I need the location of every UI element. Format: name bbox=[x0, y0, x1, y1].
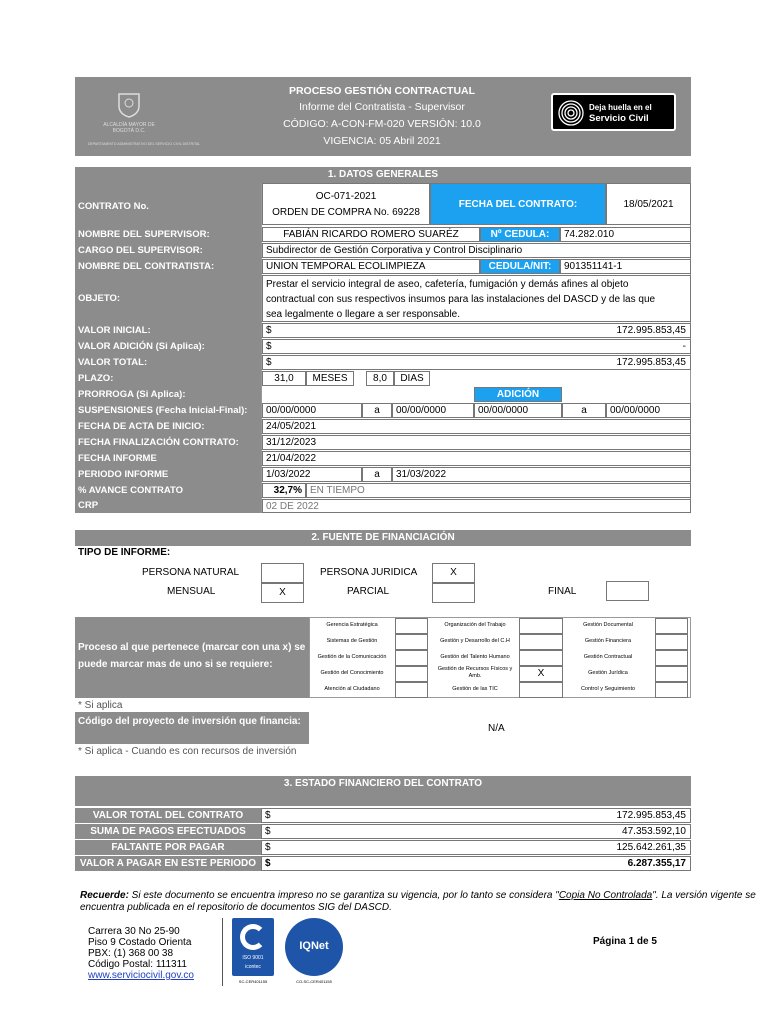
mensual-label: MENSUAL bbox=[167, 586, 216, 597]
fin-row-label: VALOR TOTAL DEL CONTRATO bbox=[75, 808, 261, 823]
supervisor-label: NOMBRE DEL SUPERVISOR: bbox=[78, 229, 210, 240]
proceso-check[interactable] bbox=[519, 618, 563, 634]
avance-status: EN TIEMPO bbox=[306, 483, 691, 498]
susp-2: 00/00/0000 bbox=[392, 403, 474, 418]
contratista-value: UNION TEMPORAL ECOLIMPIEZA bbox=[262, 259, 480, 274]
footer-note-1: Si este documento se encuentra impreso no se garantiza su vigencia, por lo tanto se considera " bbox=[128, 890, 559, 901]
proceso-check[interactable] bbox=[519, 634, 563, 650]
parcial-label: PARCIAL bbox=[347, 586, 390, 597]
section-2-title: 2. FUENTE DE FINANCIACIÓN bbox=[75, 530, 691, 546]
fecha-informe-label: FECHA INFORME bbox=[78, 453, 157, 464]
fecha-contrato-label: FECHA DEL CONTRATO: bbox=[430, 183, 606, 225]
address-line: PBX: (1) 368 00 38 bbox=[88, 948, 174, 959]
periodo-start: 1/03/2022 bbox=[262, 467, 362, 482]
alcaldia-text: ALCALDÍA MAYOR DE BOGOTÁ D.C. bbox=[103, 122, 155, 134]
currency: $ bbox=[265, 810, 271, 821]
contrato-line-2: ORDEN DE COMPRA No. 69228 bbox=[272, 207, 420, 218]
proceso-check[interactable] bbox=[395, 634, 428, 650]
proceso-check[interactable] bbox=[655, 666, 688, 682]
proceso-label: Proceso al que pertenece (marcar con una x) se puede marcar mas de uno si se requiere: bbox=[75, 617, 309, 698]
section-1-title: 1. DATOS GENERALES bbox=[75, 167, 691, 183]
valor-adicion-amount: - bbox=[682, 341, 686, 352]
objeto-value bbox=[262, 275, 691, 322]
cert-1-text: SC-CER401155 bbox=[238, 979, 268, 984]
proceso-item: Gestión de Recursos Físicos y Amb. bbox=[437, 666, 513, 679]
iqnet-logo bbox=[285, 918, 343, 976]
iso-text: ISO 9001 bbox=[242, 955, 264, 961]
nit-value: 901351141-1 bbox=[560, 259, 691, 274]
prorroga-label: PRORROGA (Si Aplica): bbox=[78, 389, 186, 400]
si-aplica-note: * Si aplica bbox=[78, 700, 123, 711]
currency: $ bbox=[266, 325, 272, 336]
proceso-check[interactable] bbox=[395, 618, 428, 634]
objeto-line-1: Prestar el servicio integral de aseo, cafetería, fumigación y demás afines al objeto bbox=[266, 279, 629, 290]
fin-row-amount: 172.995.853,45 bbox=[616, 810, 686, 821]
proceso-item: Control y Seguimiento bbox=[580, 686, 636, 692]
proceso-item: Gestión Jurídica bbox=[588, 670, 628, 676]
codigo-proyecto-value: N/A bbox=[488, 723, 505, 734]
fin-row-value bbox=[261, 856, 691, 871]
copia-link[interactable]: Copia No Controlada bbox=[558, 890, 653, 901]
persona-juridica-box[interactable]: X bbox=[432, 563, 475, 583]
valor-total-amount: 172.995.853,45 bbox=[616, 357, 686, 368]
periodo-a: a bbox=[362, 467, 392, 482]
adicion-label: ADICIÓN bbox=[474, 387, 562, 402]
footer-note-3: encuentra publicada en el repositorio de documentos SIG del DASCD. bbox=[80, 902, 392, 913]
avance-label: % AVANCE CONTRATO bbox=[78, 485, 184, 496]
supervisor-value: FABIÁN RICARDO ROMERO SUARÉZ bbox=[262, 227, 480, 242]
mensual-box[interactable]: X bbox=[261, 583, 304, 603]
fingerprint-icon bbox=[557, 99, 585, 127]
fecha-contrato-value: 18/05/2021 bbox=[606, 183, 691, 225]
valor-inicial-value bbox=[262, 323, 691, 338]
inversion-note: * Si aplica - Cuando es con recursos de inversión bbox=[78, 746, 297, 757]
tipo-informe-label: TIPO DE INFORME: bbox=[78, 547, 171, 558]
codigo-proyecto-label: Código del proyecto de inversión que financia: bbox=[75, 712, 309, 744]
fin-row-amount: 125.642.261,35 bbox=[616, 842, 686, 853]
currency: $ bbox=[266, 341, 272, 352]
valor-adicion-value bbox=[262, 339, 691, 354]
currency: $ bbox=[265, 826, 271, 837]
address-block bbox=[88, 926, 194, 981]
fecha-informe-value: 21/04/2022 bbox=[262, 451, 691, 466]
proceso-item: Sistemas de Gestión bbox=[326, 638, 378, 644]
estado-financiero-band bbox=[75, 792, 691, 806]
susp-a-1: a bbox=[362, 403, 392, 418]
fin-row-label: FALTANTE POR PAGAR bbox=[75, 840, 261, 855]
fin-row-label: SUMA DE PAGOS EFECTUADOS bbox=[75, 824, 261, 839]
address-line: Piso 9 Costado Orienta bbox=[88, 937, 192, 948]
icontec-text: icontec bbox=[245, 964, 261, 970]
valor-total-value bbox=[262, 355, 691, 370]
susp-4: 00/00/0000 bbox=[606, 403, 691, 418]
plazo-number: 31,0 bbox=[262, 371, 306, 386]
susp-3: 00/00/0000 bbox=[474, 403, 562, 418]
plazo-dias-number: 8,0 bbox=[366, 371, 394, 386]
proceso-item: Gestión y Desarrollo del C.H bbox=[440, 638, 510, 644]
currency: $ bbox=[265, 858, 271, 869]
plazo-unit: MESES bbox=[306, 371, 354, 386]
contrato-line-1: OC-071-2021 bbox=[315, 191, 377, 202]
proceso-item: Gestión del Conocimiento bbox=[320, 670, 384, 676]
contrato-number bbox=[262, 183, 430, 225]
contratista-label: NOMBRE DEL CONTRATISTA: bbox=[78, 261, 215, 272]
footer-divider bbox=[222, 918, 223, 986]
final-box[interactable] bbox=[606, 581, 649, 601]
website-link[interactable]: www.serviciocivil.gov.co bbox=[88, 970, 194, 981]
header-title-1: PROCESO GESTIÓN CONTRACTUAL bbox=[288, 85, 476, 97]
servicio-civil-logo bbox=[551, 93, 676, 131]
header-vigencia: VIGENCIA: 05 Abril 2021 bbox=[323, 135, 441, 147]
objeto-line-3: sea legalmente o llegare a ser responsable. bbox=[266, 309, 461, 320]
suspensiones-label: SUSPENSIONES (Fecha Inicial-Final): bbox=[78, 405, 248, 416]
persona-juridica-label: PERSONA JURIDICA bbox=[320, 567, 418, 578]
valor-inicial-amount: 172.995.853,45 bbox=[616, 325, 686, 336]
recuerde-label: Recuerde: bbox=[80, 890, 129, 901]
susp-1: 00/00/0000 bbox=[262, 403, 362, 418]
estado-financiero-table bbox=[75, 808, 691, 871]
cedula-label: Nº CEDULA: bbox=[480, 227, 560, 242]
proceso-check[interactable] bbox=[395, 650, 428, 666]
valor-adicion-label: VALOR ADICIÓN (Si Aplica): bbox=[78, 341, 205, 352]
crp-value: 02 DE 2022 bbox=[262, 499, 691, 513]
logo-line-2: Servicio Civil bbox=[589, 113, 649, 124]
plazo-label: PLAZO: bbox=[78, 373, 114, 384]
address-line: Código Postal: 111311 bbox=[88, 959, 187, 970]
icontec-logo bbox=[232, 918, 274, 976]
fin-row-amount: 6.287.355,17 bbox=[627, 858, 686, 869]
proceso-item: Gestión Contractual bbox=[583, 654, 633, 660]
valor-total-label: VALOR TOTAL: bbox=[78, 357, 148, 368]
acta-value: 24/05/2021 bbox=[262, 419, 691, 434]
header-title-2: Informe del Contratista - Supervisor bbox=[299, 101, 465, 113]
fin-row-label: VALOR A PAGAR EN ESTE PERIODO bbox=[75, 856, 261, 871]
proceso-check[interactable] bbox=[519, 682, 563, 698]
proceso-item: Atención al Ciudadano bbox=[324, 686, 380, 692]
proceso-item: Organización del Trabajo bbox=[444, 622, 506, 628]
objeto-label: OBJETO: bbox=[78, 293, 121, 304]
cedula-value: 74.282.010 bbox=[560, 227, 691, 242]
header-code: CÓDIGO: A-CON-FM-020 VERSIÓN: 10.0 bbox=[283, 118, 481, 130]
periodo-end: 31/03/2022 bbox=[392, 467, 691, 482]
final-label: FINAL bbox=[548, 586, 577, 597]
dept-text: DEPARTAMENTO ADMINISTRATIVO DEL SERVICIO CIVIL DISTRITAL bbox=[88, 142, 201, 146]
currency: $ bbox=[265, 842, 271, 853]
proceso-check[interactable] bbox=[519, 650, 563, 666]
periodo-label: PERIODO INFORME bbox=[78, 469, 169, 480]
footer-note-2: ". La versión vigente se bbox=[652, 890, 756, 901]
proceso-check[interactable] bbox=[655, 618, 688, 634]
page-number: Página 1 de 5 bbox=[593, 936, 657, 947]
plazo-dias-unit: DIAS bbox=[394, 371, 430, 386]
proceso-item: Gestión Financiera bbox=[584, 638, 632, 644]
logo-line-1: Deja huella en el bbox=[589, 103, 652, 112]
valor-inicial-label: VALOR INICIAL: bbox=[78, 325, 151, 336]
procesos-grid bbox=[309, 617, 691, 698]
persona-natural-label: PERSONA NATURAL bbox=[142, 567, 240, 578]
proceso-check[interactable] bbox=[655, 634, 688, 650]
objeto-line-2: contractual con sus respectivos insumos para las instalaciones del DASCD y de las que bbox=[266, 294, 656, 305]
proceso-check[interactable] bbox=[655, 682, 688, 698]
persona-natural-box[interactable] bbox=[261, 563, 304, 583]
proceso-item: Gestión de las TIC bbox=[452, 686, 498, 692]
avance-value: 32,7% bbox=[262, 483, 306, 498]
fin-label: FECHA FINALIZACIÓN CONTRATO: bbox=[78, 437, 239, 448]
iqnet-text: IQNet bbox=[299, 940, 329, 952]
proceso-check[interactable] bbox=[395, 682, 428, 698]
crp-label: CRP bbox=[78, 500, 99, 511]
proceso-check[interactable]: X bbox=[519, 666, 563, 682]
cargo-label: CARGO DEL SUPERVISOR: bbox=[78, 245, 203, 256]
footer-note bbox=[80, 890, 770, 902]
contrato-label: CONTRATO No. bbox=[78, 201, 149, 212]
escudo-icon bbox=[117, 92, 141, 118]
nit-label: CEDULA/NIT: bbox=[480, 259, 560, 274]
acta-label: FECHA DE ACTA DE INICIO: bbox=[78, 421, 205, 432]
address-line: Carrera 30 No 25-90 bbox=[88, 926, 180, 937]
section-3-title: 3. ESTADO FINANCIERO DEL CONTRATO bbox=[75, 776, 691, 792]
cargo-value: Subdirector de Gestión Corporativa y Control Disciplinario bbox=[262, 243, 691, 258]
cert-2-text: CO-SC-CER401155 bbox=[296, 979, 332, 984]
fin-row-amount: 47.353.592,10 bbox=[622, 826, 686, 837]
proceso-check[interactable] bbox=[395, 666, 428, 682]
proceso-item: Gestión Documental bbox=[583, 622, 633, 628]
proceso-item: Gerencia Estratégica bbox=[326, 622, 378, 628]
proceso-item: Gestión del Talento Humano bbox=[440, 654, 510, 660]
fin-row-value bbox=[261, 824, 691, 839]
proceso-item: Gestión de la Comunicación bbox=[317, 654, 387, 660]
fin-row-value bbox=[261, 840, 691, 855]
parcial-box[interactable] bbox=[432, 583, 475, 603]
icontec-c-icon bbox=[240, 924, 266, 950]
proceso-check[interactable] bbox=[655, 650, 688, 666]
fin-row-value bbox=[261, 808, 691, 823]
susp-a-2: a bbox=[562, 403, 606, 418]
fin-value: 31/12/2023 bbox=[262, 435, 691, 450]
currency: $ bbox=[266, 357, 272, 368]
